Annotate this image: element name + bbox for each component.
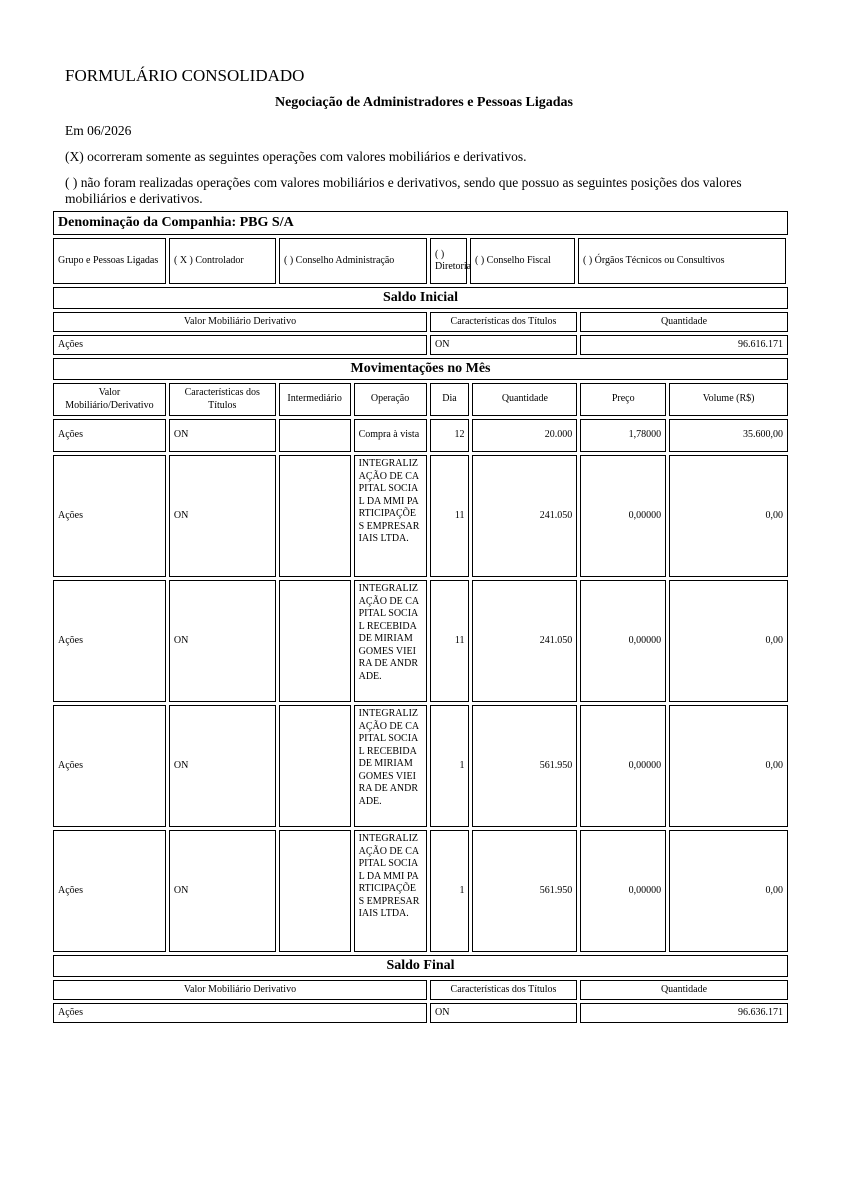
mov-operacao: INTEGRALIZAÇÃO DE CAPITAL SOCIAL RECEBIDA DE MIRIAM GOMES VIEIRA DE ANDRADE. (354, 705, 427, 827)
mov-preco: 0,00000 (580, 830, 666, 952)
movimentacoes-heading: Movimentações no Mês (53, 358, 788, 380)
mov-dia: 12 (430, 419, 470, 452)
saldo-final-row (53, 1003, 788, 1023)
movimentacoes-header-row (53, 383, 788, 416)
option-occurred: (X) ocorreram somente as seguintes operações com valores mobiliários e derivativos. (65, 149, 527, 164)
mov-caracteristicas: ON (169, 419, 276, 452)
mov-valor: Ações (53, 705, 166, 827)
mov-valor: Ações (53, 455, 166, 577)
company-name: Denominação da Companhia: PBG S/A (53, 211, 788, 235)
saldo-inicial-quantidade: 96.616.171 (580, 335, 788, 355)
mov-volume: 0,00 (669, 705, 788, 827)
saldo-final-heading: Saldo Final (53, 955, 788, 977)
mov-col-dia: Dia (430, 383, 470, 416)
mov-dia: 11 (430, 580, 470, 702)
mov-col-valor: Valor Mobiliário/Derivativo (53, 383, 166, 416)
col-quantidade: Quantidade (580, 312, 788, 332)
group-conselho-administracao: ( ) Conselho Administração (279, 238, 427, 284)
mov-valor: Ações (53, 419, 166, 452)
group-conselho-fiscal: ( ) Conselho Fiscal (470, 238, 575, 284)
mov-preco: 0,00000 (580, 705, 666, 827)
saldo-final-quantidade: 96.636.171 (580, 1003, 788, 1023)
saldo-inicial-caracteristicas: ON (430, 335, 577, 355)
form-subtitle: Negociação de Administradores e Pessoas Ligadas (274, 95, 573, 110)
group-controlador: ( X ) Controlador (169, 238, 276, 284)
mov-volume: 0,00 (669, 455, 788, 577)
table-row (53, 705, 788, 827)
table-row (53, 580, 788, 702)
mov-col-operacao: Operação (354, 383, 427, 416)
saldo-inicial-valor: Ações (53, 335, 427, 355)
mov-intermediario (279, 830, 351, 952)
mov-operacao: INTEGRALIZAÇÃO DE CAPITAL SOCIAL DA MMI PARTICIPAÇÕES EMPRESARIAIS LTDA. (354, 455, 427, 577)
mov-preco: 0,00000 (580, 455, 666, 577)
mov-dia: 11 (430, 455, 470, 577)
col-valor-mobiliario: Valor Mobiliário Derivativo (53, 312, 427, 332)
mov-caracteristicas: ON (169, 830, 276, 952)
mov-quantidade: 561.950 (472, 705, 577, 827)
group-diretoria: ( ) Diretoria (430, 238, 467, 284)
saldo-final-valor: Ações (53, 1003, 427, 1023)
saldo-final-header-row (53, 980, 788, 1000)
mov-quantidade: 241.050 (472, 455, 577, 577)
mov-dia: 1 (430, 705, 470, 827)
mov-intermediario (279, 419, 351, 452)
table-row (53, 830, 788, 952)
form-title: FORMULÁRIO CONSOLIDADO (65, 66, 305, 85)
saldo-inicial-row (53, 335, 788, 355)
group-row (53, 238, 788, 284)
mov-quantidade: 561.950 (472, 830, 577, 952)
mov-valor: Ações (53, 830, 166, 952)
mov-volume: 0,00 (669, 580, 788, 702)
mov-intermediario (279, 455, 351, 577)
table-row (53, 419, 788, 452)
col-caracteristicas: Características dos Títulos (430, 980, 577, 1000)
mov-col-caracteristicas: Características dos Títulos (169, 383, 276, 416)
table-row (53, 455, 788, 577)
mov-operacao: INTEGRALIZAÇÃO DE CAPITAL SOCIAL DA MMI PARTICIPAÇÕES EMPRESARIAIS LTDA. (354, 830, 427, 952)
mov-col-preco: Preço (580, 383, 666, 416)
group-orgaos-tecnicos: ( ) Órgãos Técnicos ou Consultivos (578, 238, 786, 284)
mov-dia: 1 (430, 830, 470, 952)
col-quantidade: Quantidade (580, 980, 788, 1000)
mov-volume: 0,00 (669, 830, 788, 952)
saldo-inicial-heading: Saldo Inicial (53, 287, 788, 309)
mov-intermediario (279, 705, 351, 827)
mov-quantidade: 241.050 (472, 580, 577, 702)
col-caracteristicas: Características dos Títulos (430, 312, 577, 332)
mov-col-intermediario: Intermediário (279, 383, 351, 416)
col-valor-mobiliario: Valor Mobiliário Derivativo (53, 980, 427, 1000)
saldo-inicial-header-row (53, 312, 788, 332)
mov-caracteristicas: ON (169, 455, 276, 577)
mov-quantidade: 20.000 (472, 419, 577, 452)
mov-col-volume: Volume (R$) (669, 383, 788, 416)
mov-volume: 35.600,00 (669, 419, 788, 452)
mov-col-quantidade: Quantidade (472, 383, 577, 416)
mov-preco: 1,78000 (580, 419, 666, 452)
mov-valor: Ações (53, 580, 166, 702)
form-table (53, 211, 788, 1026)
mov-caracteristicas: ON (169, 705, 276, 827)
saldo-final-caracteristicas: ON (430, 1003, 577, 1023)
mov-operacao: INTEGRALIZAÇÃO DE CAPITAL SOCIAL RECEBIDA DE MIRIAM GOMES VIEIRA DE ANDRADE. (354, 580, 427, 702)
mov-caracteristicas: ON (169, 580, 276, 702)
period-text: Em 06/2026 (65, 123, 132, 138)
mov-operacao: Compra à vista (354, 419, 427, 452)
mov-preco: 0,00000 (580, 580, 666, 702)
option-not-occurred: ( ) não foram realizadas operações com valores mobiliários e derivativos, sendo que possuo as seguintes posições dos valores mobiliários e derivativos. (65, 175, 742, 206)
group-label: Grupo e Pessoas Ligadas (53, 238, 166, 284)
mov-intermediario (279, 580, 351, 702)
